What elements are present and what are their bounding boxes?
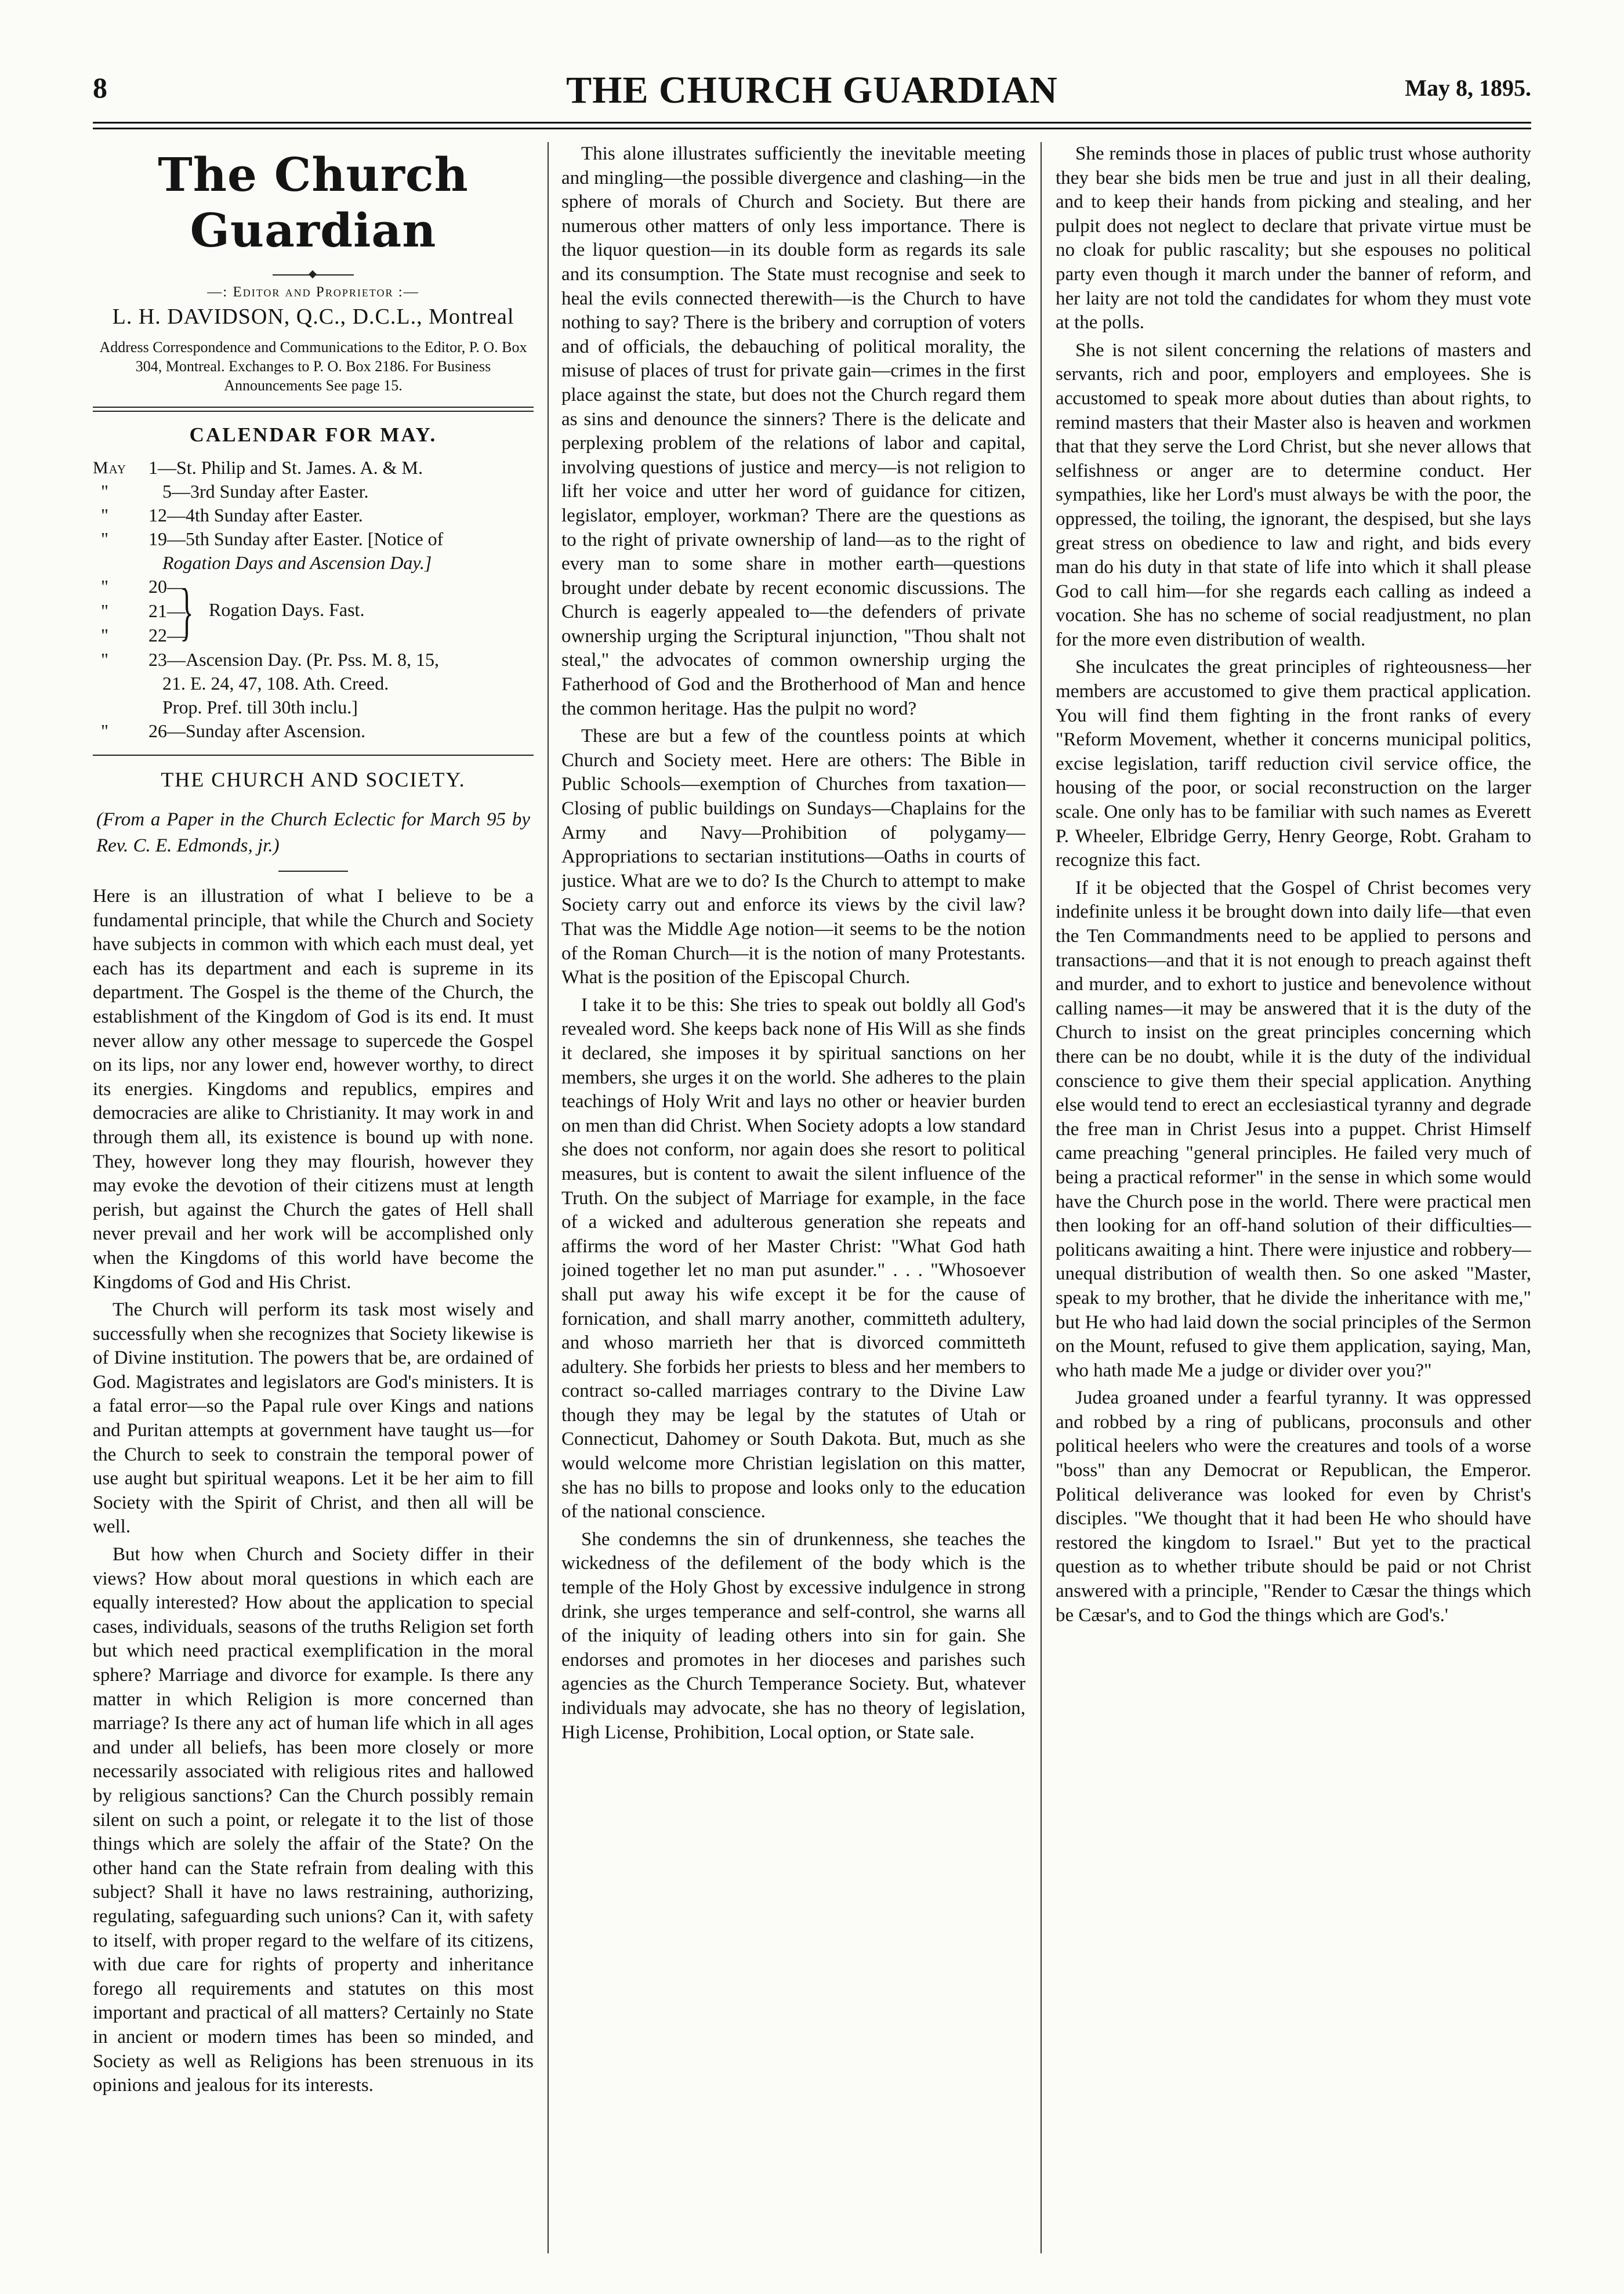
issue-date: May 8, 1895. (1405, 75, 1531, 101)
section-rule (93, 755, 534, 756)
article-paragraph: If it be objected that the Gospel of Christ becomes very indefinite unless it be brought down into daily life—that even the Ten Commandments need to be applied to persons and transactions—and that it is not enough to preach against theft and murder, and to exhort to justice and benevolence without calling names—it may be answered that it is the duty of the Church to insist on the great principles concerning which there can be no doubt, while it is the duty of the individual conscience to give them their special application. Anything else would tend to erect an ecclesiastical tyranny and degrade the free man in Christ Jesus into a puppet. Christ Himself came preaching "general principles. He failed very much of being a practical reformer" in the sense in which some would have the Church pose in the world. There were practical men then looking for an off-hand solution of their difficulties—politicans awaiting a hint. There were injustice and robbery—unequal distribution of wealth then. So one asked "Master, speak to my brother, that he divide the inheritance with me," but He who had laid down the social principles of the Sermon on the Mount, refused to give them application, saying, Man, who hath made Me a judge or divider over you?" (1056, 877, 1531, 1381)
column-2 (561, 142, 1025, 2253)
article-paragraph: This alone illustrates sufficiently the inevitable meeting and mingling—the possible divergence and clashing—in the sphere of morals of Church and Society. But there are numerous other matters of only less importance. There is the liquor question—in its double form as regards its sale and its consumption. The State must recognise and seek to heal the evils connected therewith—is the Church to have nothing to say? There is the bribery and corruption of voters and of officials, the debauching of political morality, the misuse of places of trust for private gain—crimes in the first place against the state, but does not the Church regard them as sins and denounce the sinners? There is the delicate and perplexing problem of the relations of labor and capital, involving questions of justice and mercy—is not religion to lift her voice and utter her word of guidance for citizen, legislator, employer, workman? There are the questions as to the right of private ownership of land—as to the right of every man to some share in mother earth—questions brought under debate by recent economic discussions. The Church is eagerly appealed to—the defenders of private ownership urging the Scriptural injunction, "Thou shalt not steal," the advocates of common ownership urging the Fatherhood of God and the Brotherhood of Man and hence the common heritage. Has the pulpit no word? (561, 143, 1025, 719)
calendar-heading: CALENDAR FOR MAY. (189, 423, 437, 446)
rogation-label: Rogation Days. Fast. (209, 599, 365, 620)
article-source: (From a Paper in the Church Eclectic for March 95 by Rev. C. E. Edmonds, jr.) (96, 809, 530, 856)
column-divider (548, 142, 549, 2253)
article-paragraph: She is not silent concerning the relations of masters and servants, rich and poor, employers and employees. She is accustomed to speak more about duties than about rights, to remind masters that their Master also is heaven and workmen that that they serve the Lord Christ, but she never allows that selfishness or anger are to determine conduct. Her sympathies, like her Lord's must always be with the poor, the oppressed, the toiling, the ignorant, the despised, but she lays great stress on obedience to law and right, and bids every man do his duty in that state of life into which it shall please God to call him—for she regards each calling as indeed a vocation. She has no scheme of social readjustment, no plan for the more even distribution of wealth. (1056, 339, 1531, 650)
running-header (93, 68, 1531, 110)
address-notice: Address Correspondence and Communications to the Editor, P. O. Box 304, Montreal. Exchanges to P. O. Box 2186. For Business Announcements See page 15. (99, 339, 527, 394)
page-number: 8 (93, 71, 107, 104)
calendar-entry-continued: 21. E. 24, 47, 108. Ath. Creed. (162, 673, 389, 694)
short-rule (278, 871, 348, 872)
rogation-days-group (93, 575, 534, 648)
article-paragraph: These are but a few of the countless points at which Church and Society meet. Here are others: The Bible in Public Schools—exemption of Churches from taxation—Closing of public buildings on Sundays—Chaplains for the Army and Navy—Prohibition of polygamy—Appropriations to sectarian institutions—Oaths in courts of justice. What are we to do? Is the Church to attempt to make Society carry out and enforce its views by the civil law? That was the Middle Age notion—it seems to be the notion of the Roman Church—it is the notion of many Protestants. What is the position of the Episcopal Church. (561, 726, 1025, 988)
masthead (93, 147, 534, 395)
calendar-entry: " 22— (101, 625, 186, 646)
calendar-entry: " 23—Ascension Day. (Pr. Pss. M. 8, 15, (101, 649, 440, 670)
calendar (93, 423, 534, 743)
article-paragraph: She reminds those in places of public trust whose authority they bear she bids men be true and just in all their dealing, and to keep their hands from picking and stealing, and her pulpit does not neglect to declare that private virtue must be no cloak for public rascality; but she espouses no political party even though it march under the banner of reform, and her laity are not told the candidates for whom they must vote at the polls. (1056, 143, 1531, 334)
calendar-entry: " 26—Sunday after Ascension. (101, 720, 366, 741)
calendar-entry: May 1—St. Philip and St. James. A. & M. (93, 456, 534, 480)
calendar-entry: " 20— (101, 576, 186, 597)
article-paragraph: The Church will perform its task most wisely and successfully when she recognizes that Society likewise is of Divine institution. The powers that be, are ordained of God. Magistrates and legislators are God's ministers. It is a fatal error—so the Papal rule over Kings and nations and Puritan attempts at government have taught us—for the Church to seek to constrain the temporal power of use aught but spiritual weapons. Let it be her aim to fill Society with the Spirit of Christ, and then all will be well. (93, 1299, 534, 1538)
article-paragraph: But how when Church and Society differ in their views? How about moral questions in which each are equally interested? How about the application to special cases, individuals, seasons of the truths Religion set forth but which need practical exemplification in the moral sphere? Marriage and divorce for example. Is there any matter in which Religion is more concerned than marriage? Is there any act of human life which in all ages and under all beliefs, has been more closely or more necessarily associated with religious rites and hallowed by religious sanctions? Can the Church possibly remain silent on such a point, or relegate it to the list of those things which are solely the affair of the State? On the other hand can the State refrain from dealing with this subject? Shall it have no laws restraining, authorizing, regulating, safeguarding such unions? Can it, with safety to itself, with proper regard to the welfare of its citizens, with due care for rights of property and inheritance forego all requirements and statutes on this most important and practical of all matters? Certainly no State in ancient or modern times has been so minded, and Society as well as Religions has been strenuous in its opinions and jealous for its interests. (93, 1544, 534, 2096)
article-paragraph: She inculcates the great principles of righteousness—her members are accustomed to give them practical application. You will find them fighting in the front ranks of every "Reform Movement, whether it concerns municipal politics, excise legislation, tariff reduction civil service office, the housing of the poor, or social reconstruction on the larger scale. One only has to be familiar with such names as Everett P. Wheeler, Elbridge Gerry, Henry George, Robt. Graham to recognize this fact. (1056, 657, 1531, 871)
brace-glyph: } (180, 576, 194, 647)
calendar-entry: " 21— (101, 600, 186, 621)
section-rule (93, 407, 534, 412)
calendar-month: May (93, 458, 127, 477)
column-divider (1041, 142, 1042, 2253)
editor-label: —: Editor and Proprietor :— (207, 284, 419, 300)
calendar-entry: " 12—4th Sunday after Easter. (101, 505, 363, 526)
calendar-entry-continued: Rogation Days and Ascension Day.] (162, 552, 432, 573)
article-paragraph: Judea groaned under a fearful tyranny. It was oppressed and robbed by a ring of publicans, proconsuls and other political heelers who were the creatures and tools of a worse "boss" than any Democrat or Republican, the Emperor. Political deliverance was looked for even by Christ's disciples. "We thought that it had been He who should have restored the kingdom to Israel." But yet to the practical question as to whether tribute should be paid or not Christ answered with a principle, "Render to Cæsar the things which be Cæsar's, and to God the things which are God's.' (1056, 1387, 1531, 1626)
calendar-entry: " 19—5th Sunday after Easter. [Notice of (101, 528, 444, 549)
calendar-entry: " 5—3rd Sunday after Easter. (101, 481, 369, 502)
article-title: THE CHURCH AND SOCIETY. (161, 768, 466, 791)
newspaper-title: THE CHURCH GUARDIAN (566, 69, 1058, 111)
column-3 (1056, 142, 1531, 2253)
column-1 (93, 142, 534, 2253)
article-paragraph: She condemns the sin of drunkenness, she teaches the wickedness of the defilement of the body which is the temple of the Holy Ghost by excessive indulgence in strong drink, she urges temperance and self-control, she warns all of the iniquity of leading others into sin for gain. She endorses and promotes in her dioceses and parishes such agencies as the Church Temperance Society. But, whatever individuals may advocate, she has no theory of legislation, High License, Prohibition, Local option, or State sale. (561, 1528, 1025, 1743)
header-rule (93, 122, 1531, 129)
masthead-name: The Church Guardian (158, 147, 469, 258)
article-paragraph: I take it to be this: She tries to speak out boldly all God's revealed word. She keeps back none of His Will as she finds it declared, she imposes it by spiritual sanctions on her members, she urges it on the world. She adheres to the plain teachings of Holy Writ and lays no other or heavier burden on men than did Christ. When Society adopts a low standard she does not conform, nor again does she resort to political measures, but is content to await the silent influence of the Truth. On the subject of Marriage for example, in the face of a wicked and adulterous generation she repeats and affirms the word of her Master Christ: "What God hath joined together let no man put asunder." . . . "Whosoever shall put away his wife except it be for the cause of fornication, and shall marry another, committeth adultery, and whoso marrieth her that is divorced committeth adultery. She forbids her priests to bless and her members to contract so-called marriages contrary to the Divine Law though they may be legal by the statutes of Utah or Connecticut, Dahomey or South Dakota. But, much as she would welcome more Christian legislation on this matter, she has no bills to propose and looks only to the education of the national conscience. (561, 994, 1025, 1523)
proprietor: L. H. DAVIDSON, Q.C., D.C.L., Montreal (112, 305, 514, 329)
ornament-rule (273, 274, 354, 276)
calendar-entry-continued: Prop. Pref. till 30th inclu.] (162, 697, 358, 717)
article-paragraph: Here is an illustration of what I believe to be a fundamental principle, that while the Church and Society have subjects in common with which each must deal, yet each has its department and each is supreme in its department. The Gospel is the theme of the Church, the establishment of the Kingdom of God is its end. It must never allow any other message to supercede the Gospel on its lips, nor any lower end, however worthy, to direct its energies. Kingdoms and republics, empires and democracies are alike to Christianity. It may work in and through them all, its existence is bound up with none. They, however long they may flourish, however they may evoke the devotion of their citizens must at length perish, but against the Church the gates of Hell shall never prevail and her work will be accomplished only when the Kingdoms of this world have become the Kingdoms of God and His Christ. (93, 886, 534, 1293)
